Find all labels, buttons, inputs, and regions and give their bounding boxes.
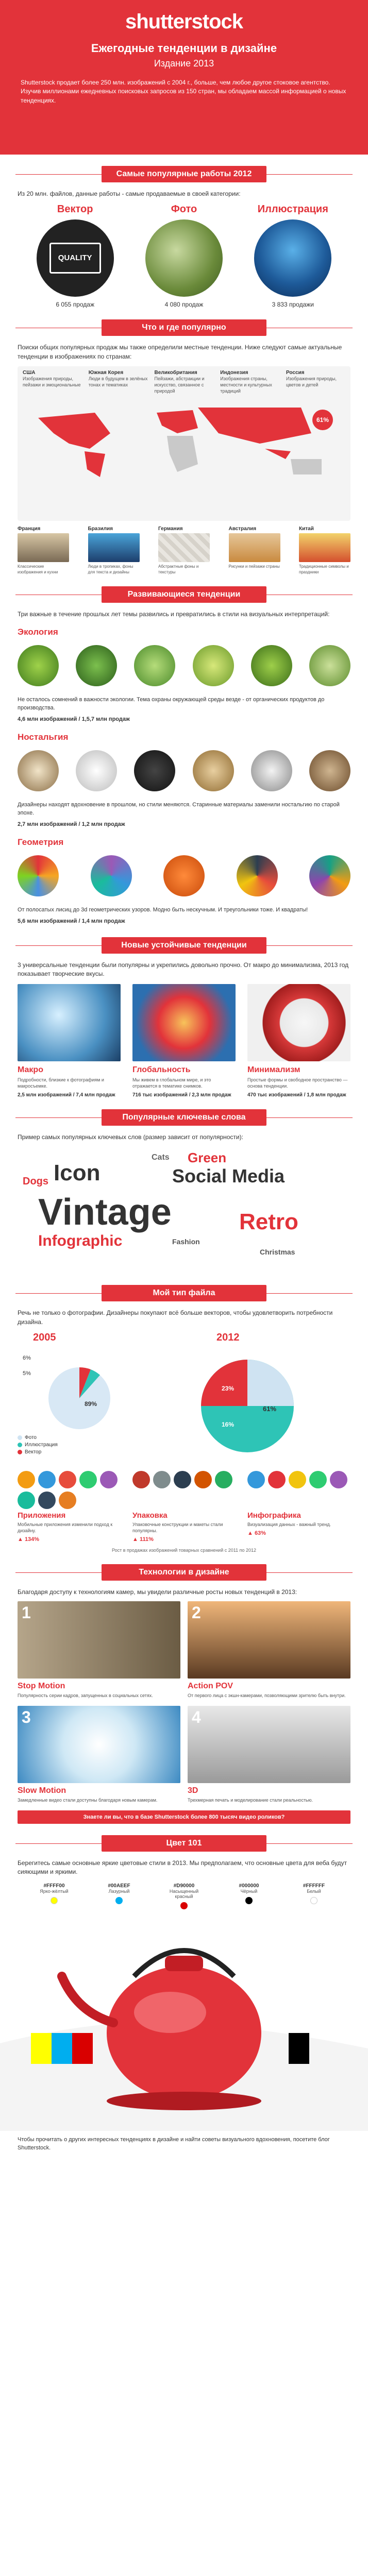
- section-bar: [0, 1285, 368, 1301]
- intro-text: Shutterstock продает более 250 млн. изображений с 2004 г., больше, чем любое другое стоковое агентство. Изучив миллионами ежедневных поисковых запросов из 150 стран, мы обладаем массой информацией о новых тенденциях.: [21, 79, 346, 104]
- illustration-image[interactable]: [254, 219, 331, 297]
- keyword[interactable]: Fashion: [172, 1238, 200, 1246]
- geo-fox-image[interactable]: [163, 855, 205, 896]
- eco-image[interactable]: [134, 645, 175, 686]
- year-2012: 2012: [216, 1332, 240, 1344]
- trend-caption: От полосатых лисиц до 3d геометрических узоров. Модно быть нескучным. И треугольники тоже. И квадраты! 5,6 млн изображений / 1,4 млн продаж: [18, 906, 350, 926]
- trend-ecology: [0, 627, 368, 724]
- trend-title: Ностальгия: [18, 732, 69, 742]
- section-intro: Из 20 млн. файлов, данные работы - самые продаваемые в своей категории:: [18, 190, 241, 197]
- thumb-australia[interactable]: Австралия Рисунки и пейзажи страны: [228, 526, 280, 569]
- pie-2005: [18, 1349, 131, 1437]
- keyword[interactable]: Christmas: [260, 1248, 295, 1257]
- color-illustration: [0, 1914, 368, 2131]
- work-count: 6 055 продаж: [56, 301, 94, 309]
- section-title: Развивающиеся тенденции: [102, 586, 266, 603]
- section-intro: Поиски общих популярных продаж мы также определили местные тенденции. Ниже следуют самые актуальные тенденции в изображениях по странам:: [18, 344, 342, 360]
- filetype-charts: [0, 1327, 368, 1471]
- keyword[interactable]: Social Media: [172, 1165, 285, 1187]
- work-count: 4 080 продаж: [164, 301, 204, 309]
- pct-vec-2012: 23%: [222, 1385, 235, 1393]
- footer-text: Чтобы прочитать о других интересных тенденциях в дизайне и найти советы визуального вдохновения, посетите блог Shutterstock.: [18, 2136, 330, 2151]
- tech-image[interactable]: 4: [188, 1706, 350, 1783]
- retro-image[interactable]: [251, 750, 292, 791]
- cat-packaging: Упаковка Упаковочные конструкции и макеты стали популярны. ▲ 111%: [132, 1471, 236, 1543]
- work-title: Вектор: [57, 204, 93, 215]
- trend-minimal: Минимализм Простые формы и свободное пространство — основа тенденции. 470 тыс изображений / 1,8 млн продаж: [247, 984, 350, 1098]
- work-photo: [138, 204, 230, 308]
- trend-caption: Не осталось сомнений в важности экологии. Тема охраны окружающей среды везде - от органических продуктов до производства. 4,6 млн изображений / 1,5,7 млн продаж: [18, 696, 350, 724]
- global-image[interactable]: [132, 984, 236, 1061]
- tech-3d: 4 3D Трехмерная печать и моделирование стали реальностью.: [188, 1706, 350, 1803]
- tech-image[interactable]: 1: [18, 1601, 180, 1679]
- section-bar: [0, 1109, 368, 1126]
- keyword[interactable]: Cats: [152, 1153, 170, 1162]
- chart-legend: [18, 1435, 58, 1456]
- pct-photo-2005: 89%: [85, 1400, 97, 1408]
- work-title: Иллюстрация: [257, 204, 328, 215]
- country-russia: Россия Изображения природы, цветов и детей: [286, 370, 337, 387]
- trend-caption: Дизайнеры находят вдохновение в прошлом, но стили меняются. Старинные материалы заменили ностальгию по старой эпохе. 2,7 млн изображений / 1,2 млн продаж: [18, 801, 350, 829]
- trend-title: Экология: [18, 627, 58, 637]
- swatch[interactable]: #00AEEF Лазурный: [96, 1883, 142, 1909]
- trend-images: [18, 853, 350, 899]
- section-bar: [0, 166, 368, 182]
- pct-ill-2012: 16%: [222, 1421, 235, 1429]
- tech-image[interactable]: 3: [18, 1706, 180, 1783]
- tech-action-pov: 2 Action POV От первого лица с экшн-камерами, позволяющими зрителю быть внутри.: [188, 1601, 350, 1699]
- section-title: Цвет 101: [102, 1835, 266, 1852]
- section-bar: [0, 937, 368, 954]
- work-count: 3 833 продажи: [272, 301, 314, 309]
- trend-stat: 5,6 млн изображений / 1,4 млн продаж: [18, 918, 125, 924]
- section-bar: [0, 586, 368, 603]
- section-title: Технологии в дизайне: [102, 1564, 266, 1581]
- keyword[interactable]: Dogs: [23, 1176, 48, 1188]
- kettle-graphic: [0, 1914, 368, 2131]
- trend-images: [18, 642, 350, 689]
- tech-image[interactable]: 2: [188, 1601, 350, 1679]
- shutterstock-logo[interactable]: shutterstock: [125, 10, 243, 33]
- eco-image[interactable]: [76, 645, 117, 686]
- thumb-germany[interactable]: Германия Абстрактные фоны и текстуры: [158, 526, 210, 575]
- infographic-icons: [247, 1471, 350, 1507]
- keyword-cloud: [18, 1145, 350, 1274]
- trend-stat: 4,6 млн изображений / 1,5,7 млн продаж: [18, 716, 130, 723]
- tech-slow-motion: 3 Slow Motion Замедленные видео стали доступны благодаря новым камерам.: [18, 1706, 180, 1803]
- trend-macro: Макро Подробности, близкие к фотографиям и макросъемке. 2,5 млн изображений / 7,4 млн продаж: [18, 984, 121, 1098]
- growth-note: Рост в продажах изображений товарных сравнений с 2011 по 2012: [112, 1548, 256, 1553]
- page-subtitle: Издание 2013: [154, 58, 214, 69]
- photo-image[interactable]: [145, 219, 223, 297]
- keyword[interactable]: Vintage: [38, 1192, 172, 1233]
- legend-illustration: Иллюстрация: [18, 1442, 58, 1448]
- country-list: [18, 366, 350, 394]
- eco-image[interactable]: [251, 645, 292, 686]
- page-title: Ежегодные тенденции в дизайне: [91, 42, 277, 55]
- retro-image[interactable]: [193, 750, 234, 791]
- legend-photo: Фото: [18, 1435, 58, 1440]
- filetype-categories: [0, 1471, 368, 1543]
- section-title: Новые устойчивые тенденции: [102, 937, 266, 954]
- trend-global: Глобальность Мы живем в глобальном мире, и это отражается в тематике снимков. 716 тыс изображений / 2,3 млн продаж: [132, 984, 236, 1098]
- geo-image[interactable]: [237, 855, 278, 896]
- eco-image[interactable]: [18, 645, 59, 686]
- country-usa: США Изображения природы, пейзажи и эмоциональные: [23, 370, 81, 387]
- work-illustration: [246, 204, 339, 308]
- swatch[interactable]: #FFFF00 Ярко-жёлтый: [31, 1883, 77, 1909]
- section-intro: 3 универсальные тенденции были популярны и укрепились довольно прочно. От макро до минимализма, 2013 год показывает творческие вкусы.: [18, 961, 349, 978]
- section-title: Что и где популярно: [102, 319, 266, 336]
- cat-infographic: Инфографика Визуализация данных - важный тренд. ▲ 63%: [247, 1471, 350, 1543]
- trend-geometry: [0, 837, 368, 926]
- map-graphic: [23, 402, 342, 480]
- work-title: Фото: [171, 204, 197, 215]
- package-icons: [132, 1471, 236, 1507]
- badge-text: QUALITY: [58, 253, 92, 263]
- retro-image[interactable]: [18, 750, 59, 791]
- macro-image[interactable]: [18, 984, 121, 1061]
- thumb-china[interactable]: Китай Традиционные символы и праздники: [299, 526, 350, 575]
- world-map: [18, 366, 350, 521]
- trend-title: Геометрия: [18, 837, 64, 847]
- tech-grid: [0, 1601, 368, 1803]
- vector-badge-image[interactable]: [37, 219, 114, 297]
- country-thumbs: [0, 526, 368, 575]
- section-intro: Берегитесь самые основные яркие цветовые стили в 2013. Мы предполагаем, что основные цвета для веба будут сияющими и яркими.: [18, 1859, 347, 1876]
- geo-image[interactable]: [18, 855, 59, 896]
- country-korea: Южная Корея Люди в будущем в зелёных тонах и тематиках: [88, 370, 148, 387]
- thumb-brazil[interactable]: Бразилия Люди в тропиках, фоны для текста и дизайны: [88, 526, 140, 575]
- pct-vec-2005: 6%: [23, 1355, 31, 1362]
- section-title: Мой тип файла: [102, 1285, 266, 1301]
- geo-image[interactable]: [309, 855, 350, 896]
- section-title: Самые популярные работы 2012: [102, 166, 266, 182]
- swatch[interactable]: #FFFFFF Белый: [291, 1883, 337, 1909]
- percent-marker: 61%: [312, 410, 333, 430]
- retro-image[interactable]: [134, 750, 175, 791]
- retro-image[interactable]: [309, 750, 350, 791]
- pct-photo-2012: 61%: [263, 1405, 277, 1413]
- header: [0, 0, 368, 155]
- color-swatches: [0, 1883, 368, 1909]
- section-bar: [0, 319, 368, 336]
- country-indonesia: Индонезия Изображения страны, местности и культурных традиций: [220, 370, 272, 394]
- video-question[interactable]: Знаете ли вы, что в базе Shutterstock более 800 тысяч видео роликов?: [18, 1810, 350, 1824]
- section-intro: Пример самых популярных ключевых слов (размер зависит от популярности):: [18, 1133, 243, 1141]
- section-intro: Речь не только о фотографии. Дизайнеры покупают всё больше векторов, чтобы удовлетворить потребности дизайна.: [18, 1309, 333, 1326]
- tech-stop-motion: 1 Stop Motion Популярность серии кадров, запущенных в социальных сетях.: [18, 1601, 180, 1699]
- swatch[interactable]: #000000 Чёрный: [226, 1883, 272, 1909]
- work-vector: [29, 204, 122, 308]
- section-title: Популярные ключевые слова: [102, 1109, 266, 1126]
- retro-image[interactable]: [76, 750, 117, 791]
- pct-ill-2005: 5%: [23, 1370, 31, 1377]
- swatch[interactable]: #D90000 Насыщенный красный: [161, 1883, 207, 1909]
- popular-works: [0, 198, 368, 308]
- trend-stat: 2,7 млн изображений / 1,2 млн продаж: [18, 821, 125, 828]
- section-intro: Благодаря доступу к технологиям камер, мы увидели различные росты новых тенденций в 2013:: [18, 1588, 297, 1596]
- minimal-image[interactable]: [247, 984, 350, 1061]
- legend-vector: Вектор: [18, 1449, 58, 1455]
- eco-image[interactable]: [193, 645, 234, 686]
- keyword[interactable]: Green: [188, 1150, 227, 1166]
- app-icons: [18, 1471, 121, 1507]
- keyword[interactable]: Retro: [239, 1209, 298, 1235]
- pie-2012: [186, 1349, 309, 1463]
- thumb-france[interactable]: Франция Классические изображения и кухни: [18, 526, 69, 575]
- keyword[interactable]: Icon: [54, 1160, 101, 1186]
- cat-apps: Приложения Мобильные приложения изменили подход к дизайну. ▲ 134%: [18, 1471, 121, 1543]
- keyword[interactable]: Infographic: [38, 1232, 123, 1250]
- year-2005: 2005: [33, 1332, 56, 1344]
- eco-image[interactable]: [309, 645, 350, 686]
- trend-images: [18, 748, 350, 794]
- country-uk: Великобритания Пейзажи, абстракции и искусство, связанное с природой: [154, 370, 205, 394]
- sustainable-trends: [0, 984, 368, 1098]
- section-bar: [0, 1564, 368, 1581]
- section-bar: [0, 1835, 368, 1852]
- section-intro: Три важные в течение прошлых лет темы развились и превратились в стили на визуальных интерпретаций:: [18, 610, 330, 618]
- trend-nostalgia: [0, 732, 368, 829]
- geo-image[interactable]: [91, 855, 132, 896]
